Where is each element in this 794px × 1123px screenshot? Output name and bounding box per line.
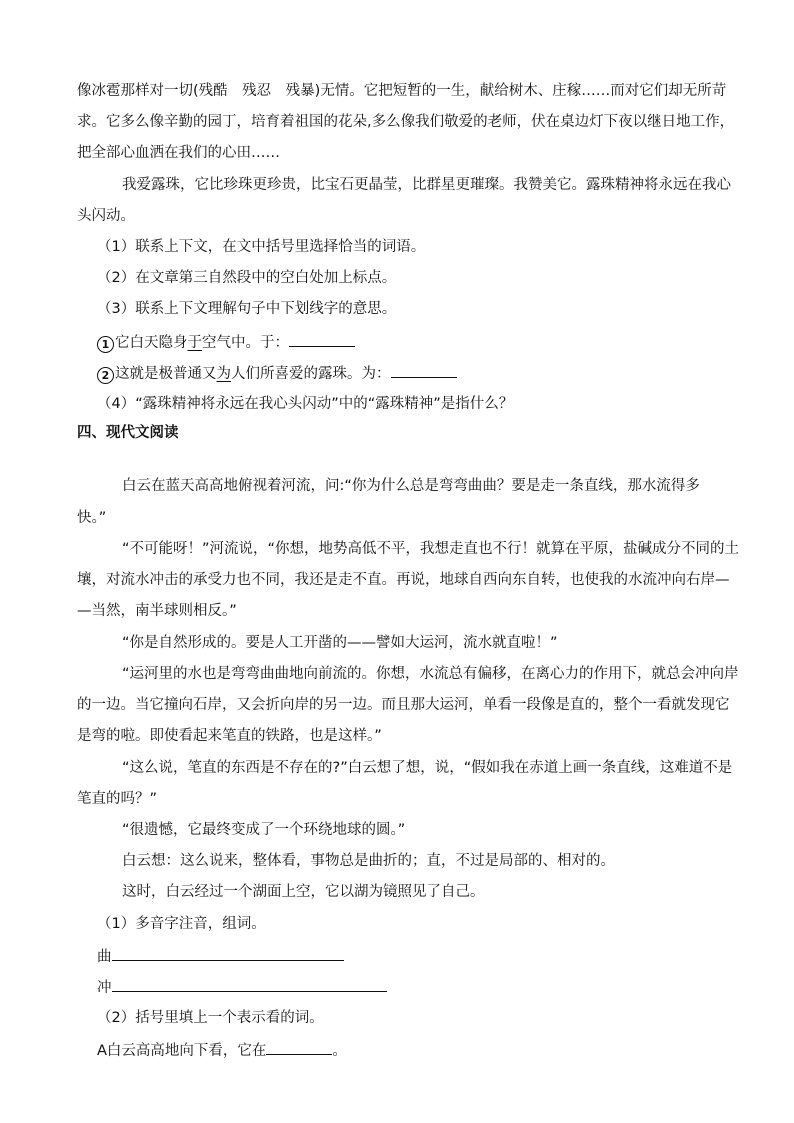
polyphone-char: 曲 (97, 949, 112, 965)
underlined-char: 于 (187, 335, 202, 351)
passage-line: 求。它多么像辛勤的园丁，培育着祖国的花朵,多么像我们敬爱的老师，伏在桌边灯下夜以继日地工作， (77, 114, 735, 130)
passage-line: “你是自然形成的。要是人工开凿的——譬如大运河，流水就直啦！” (122, 635, 558, 651)
circled-number: 2 (97, 367, 114, 384)
answer-blank[interactable] (112, 945, 344, 961)
answer-blank[interactable] (289, 331, 355, 347)
sentence-text: 它白天隐身 (115, 335, 188, 351)
passage-line: 是弯的啦。即使看起来笔直的铁路，也是这样。” (77, 728, 382, 744)
question-4: （4）“露珠精神将永远在我心头闪动”中的“露珠精神”是指什么？ (97, 396, 514, 412)
fill-sentence (97, 1039, 347, 1061)
polyphone-char: 冲 (97, 980, 112, 996)
passage-line: “运河里的水也是弯弯曲曲地向前流的。你想，水流总有偏移，在离心力的作用下，就总会冲向岸 (122, 666, 739, 682)
passage-line: 白云想：这么说来，整体看，事物总是曲折的；直，不过是局部的、相对的。 (122, 853, 615, 869)
question-2: （2）在文章第三自然段中的空白处加上标点。 (97, 270, 397, 286)
sentence-text: 空气中。于： (202, 335, 289, 351)
question-3: （3）联系上下文理解句子中下划线字的意思。 (97, 301, 397, 317)
circled-number: 1 (97, 336, 114, 353)
passage-line: 壤，对流水冲击的承受力也不同，我还是走不直。再说，地球自西向东自转，也使我的水流冲向右岸— (77, 572, 730, 588)
passage-line: 白云在蓝天高高地俯视着河流，问:“你为什么总是弯弯曲曲？要是走一条直线，那水流得多 (122, 478, 700, 494)
question-1: （1）多音字注音，组词。 (97, 916, 266, 932)
passage-line: “不可能呀！”河流说，“你想，地势高低不平，我想走直也不行！就算在平原，盐碱成分不同的土 (122, 541, 740, 557)
passage-line: “这么说，笔直的东西是不存在的?”白云想了想，说，“假如我在赤道上画一条直线，这难道不是 (122, 760, 733, 776)
question-2: （2）括号里填上一个表示看的词。 (97, 1010, 324, 1026)
sub-question-2 (97, 362, 457, 384)
passage-line: 把全部心血洒在我们的心田…… (77, 145, 280, 161)
passage-line: 快。” (77, 510, 107, 526)
underlined-char: 为 (216, 366, 231, 382)
sentence-text: 。 (332, 1043, 347, 1059)
polyphone-row (97, 945, 344, 967)
sentence-text: 人们所喜爱的露珠。为： (231, 366, 391, 382)
passage-line: 的一边。当它撞向石岸，又会折向岸的另一边。而且那大运河，单看一段像是直的，整个一看就发现它 (77, 697, 730, 713)
passage-line: 头闪动。 (77, 208, 135, 224)
question-1: （1）联系上下文，在文中括号里选择恰当的词语。 (97, 239, 426, 255)
sentence-text: 这就是极普通又 (115, 366, 217, 382)
answer-blank[interactable] (112, 976, 387, 992)
sub-question-1 (97, 331, 355, 353)
passage-line: —当然，南半球则相反。” (77, 603, 237, 619)
section-heading: 四、现代文阅读 (77, 425, 179, 441)
answer-blank[interactable] (266, 1039, 332, 1055)
passage-line: 这时，白云经过一个湖面上空，它以湖为镜照见了自己。 (122, 884, 485, 900)
passage-line: 像冰雹那样对一切(残酷 残忍 残暴)无情。它把短暂的一生，献给树木、庄稼……而对它们却无所苛 (77, 83, 727, 99)
sentence-text: A白云高高地向下看，它在 (97, 1043, 267, 1059)
passage-line: 笔直的吗？” (77, 791, 158, 807)
answer-blank[interactable] (391, 362, 457, 378)
passage-line: 我爱露珠，它比珍珠更珍贵，比宝石更晶莹，比群星更璀璨。我赞美它。露珠精神将永远在我心 (122, 177, 731, 193)
passage-line: “很遗憾，它最终变成了一个环绕地球的圆。” (122, 822, 406, 838)
polyphone-row (97, 976, 387, 998)
